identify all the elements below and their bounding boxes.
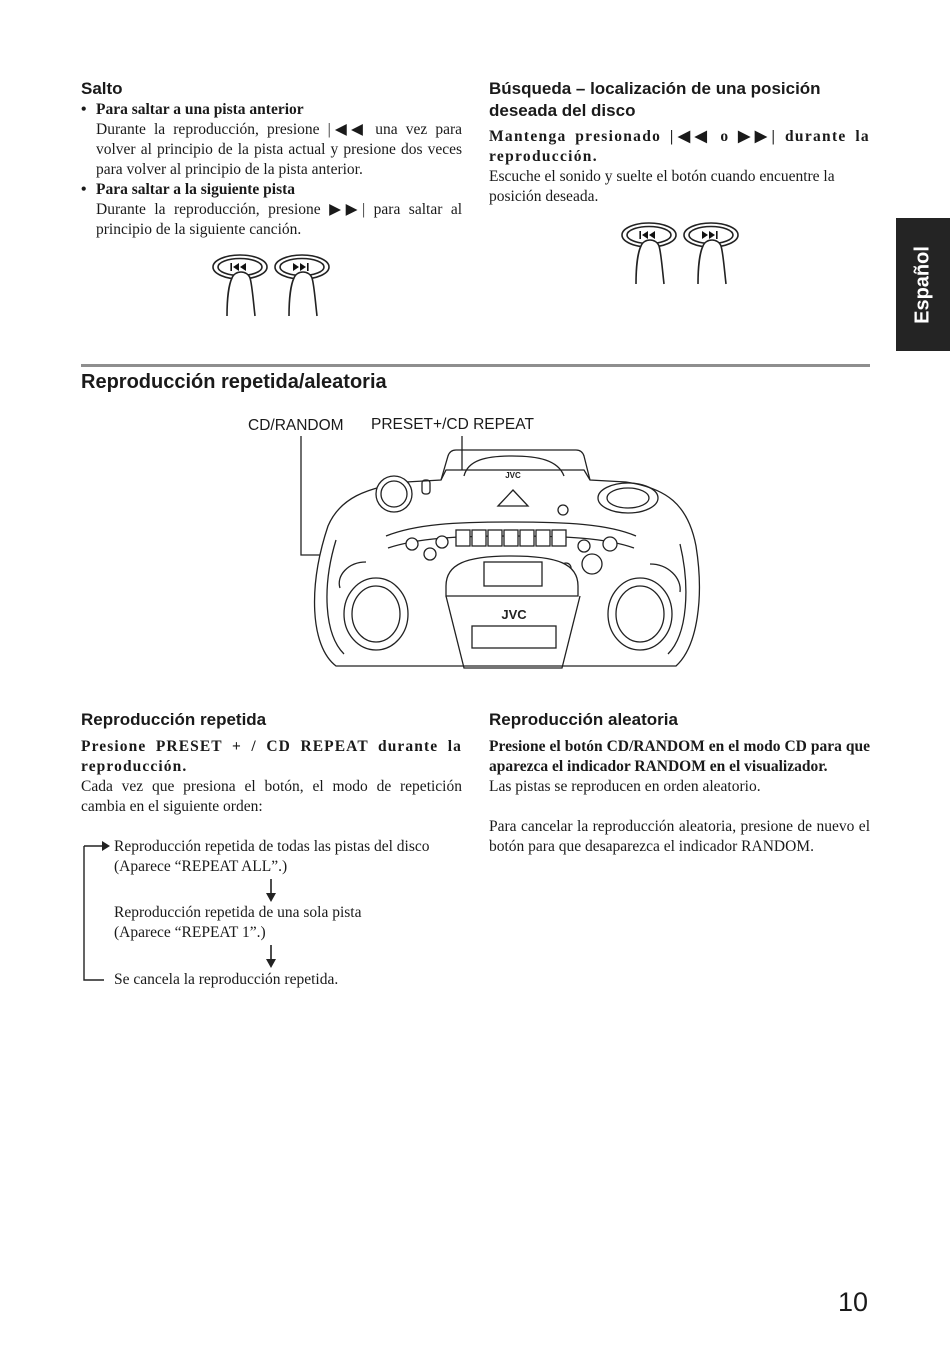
salto-item2-title: • Para saltar a la siguiente pista <box>81 180 462 200</box>
next-track-icon: ▶▶| <box>329 201 366 218</box>
finger-press-illustration-right <box>614 218 754 286</box>
busqueda-body <box>489 127 870 207</box>
repetida-heading: Reproducción repetida <box>81 710 267 729</box>
aleatoria-heading: Reproducción aleatoria <box>489 710 678 729</box>
section-heading: Reproducción repetida/aleatoria <box>81 371 387 393</box>
repeat-step-3: Se cancela la reproducción repetida. <box>114 971 339 988</box>
aleatoria-text1: Las pistas se reproducen en orden aleatorio. <box>489 778 761 795</box>
repeat-step-2: Reproducción repetida de una sola pista (Aparece “REPEAT 1”.) <box>114 904 362 941</box>
language-tab-label: Español <box>911 245 934 324</box>
brand-logo: JVC <box>501 607 527 622</box>
repetida-body <box>81 737 462 817</box>
repetida-instruction: Presione PRESET + / CD REPEAT durante la reproducción. <box>81 738 462 775</box>
brand-top: JVC <box>505 471 521 480</box>
label-preset-repeat: PRESET+/CD REPEAT <box>371 416 534 433</box>
prev-track-icon: |◀◀ <box>327 121 368 138</box>
repeat-step-1: Reproducción repetida de todas las pistas del disco (Aparece “REPEAT ALL”.) <box>114 838 430 875</box>
label-cd-random: CD/RANDOM <box>248 417 344 434</box>
section-divider <box>81 364 870 367</box>
aleatoria-body <box>489 737 870 857</box>
finger-press-illustration-left <box>205 250 345 318</box>
page-number: 10 <box>838 1287 869 1317</box>
busqueda-instruction: Mantenga presionado |◀◀ o ▶▶| durante la reproducción. <box>489 128 870 165</box>
salto-item1-title: • Para saltar a una pista anterior <box>81 100 462 120</box>
down-arrow-icon <box>264 945 278 969</box>
salto-item2-text: Durante la reproducción, presione ▶▶| para saltar al principio de la siguiente canción. <box>96 201 463 238</box>
boombox-illustration <box>296 436 716 676</box>
salto-heading: Salto <box>81 79 123 98</box>
busqueda-heading: Búsqueda – localización de una posición deseada del disco <box>489 79 821 120</box>
salto-item1-text: Durante la reproducción, presione |◀◀ una vez para volver al principio de la pista actual y presione dos veces para volver al principio de la pista anterior. <box>96 121 463 178</box>
language-tab <box>896 218 950 351</box>
busqueda-text: Escuche el sonido y suelte el botón cuando encuentre la posición deseada. <box>489 168 835 205</box>
down-arrow-icon <box>264 879 278 903</box>
repetida-text: Cada vez que presiona el botón, el modo de repetición cambia en el siguiente orden: <box>81 778 462 815</box>
next-track-icon: ▶▶| <box>738 128 777 145</box>
prev-track-icon: |◀◀ <box>669 128 712 145</box>
aleatoria-instruction: Presione el botón CD/RANDOM en el modo CD para que aparezca el indicador RANDOM en el visualizador. <box>489 738 870 775</box>
aleatoria-text2: Para cancelar la reproducción aleatoria, presione de nuevo el botón para que desaparezca el indicador RANDOM. <box>489 818 870 855</box>
salto-body <box>81 100 462 240</box>
